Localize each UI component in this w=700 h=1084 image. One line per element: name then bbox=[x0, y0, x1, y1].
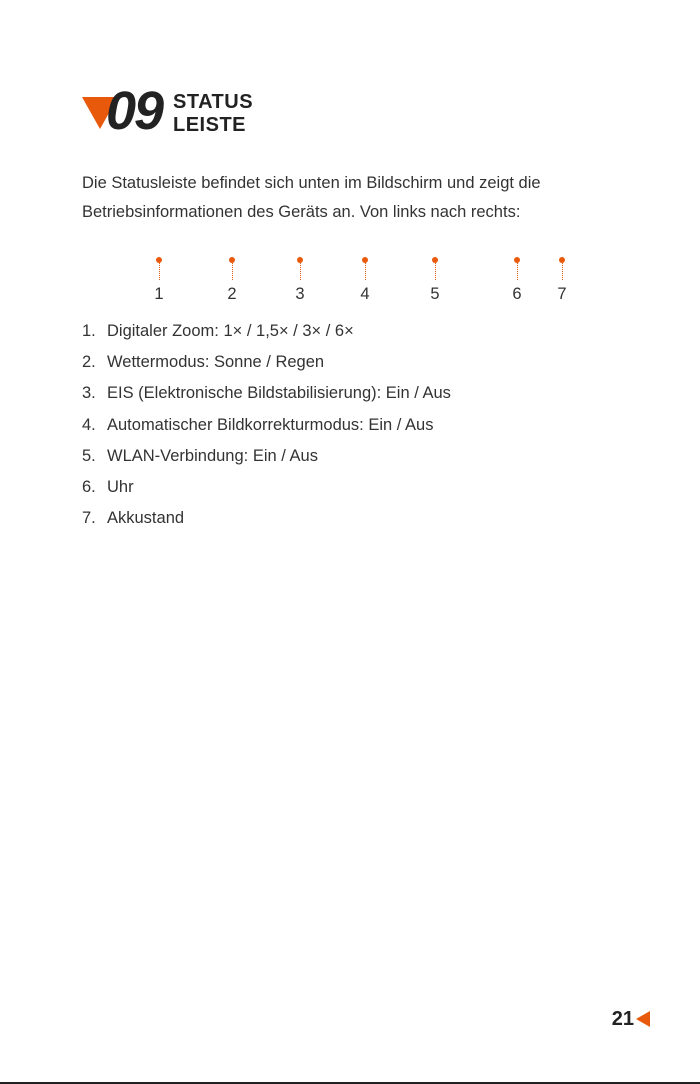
list-item bbox=[82, 318, 451, 349]
list-item bbox=[82, 505, 451, 536]
marker-leader-line bbox=[159, 263, 160, 280]
list-item bbox=[82, 349, 451, 380]
list-item-text: Wettermodus: Sonne / Regen bbox=[107, 353, 325, 372]
marker-2 bbox=[217, 254, 247, 304]
list-item-number: 3. bbox=[82, 384, 96, 403]
list-item-text: WLAN-Verbindung: Ein / Aus bbox=[107, 446, 318, 465]
section-title-line1: STATUS bbox=[173, 91, 254, 113]
marker-label: 3 bbox=[295, 285, 305, 303]
list-item-number: 1. bbox=[82, 322, 96, 340]
page-number: 21 bbox=[611, 1008, 634, 1030]
list-item bbox=[82, 412, 451, 443]
marker-leader-line bbox=[300, 263, 301, 280]
intro-paragraph: Die Statusleiste befindet sich unten im Bildschirm und zeigt die Betriebsinformationen des Geräts an. Von links nach rechts: bbox=[82, 174, 541, 221]
list-item-number: 6. bbox=[82, 477, 96, 496]
page-triangle-icon bbox=[636, 1011, 650, 1027]
status-bar-markers bbox=[0, 254, 700, 310]
marker-4 bbox=[350, 254, 380, 304]
list-item-number: 4. bbox=[82, 415, 96, 434]
status-items-list bbox=[82, 318, 451, 536]
marker-leader-line bbox=[562, 263, 563, 280]
marker-label: 6 bbox=[512, 285, 522, 303]
marker-label: 7 bbox=[557, 285, 567, 303]
list-item-text: EIS (Elektronische Bildstabilisierung): Ein / Aus bbox=[107, 384, 451, 403]
section-header bbox=[80, 81, 380, 146]
list-item bbox=[82, 380, 451, 411]
list-item bbox=[82, 474, 451, 505]
list-item-text: Automatischer Bildkorrekturmodus: Ein / Aus bbox=[107, 415, 434, 434]
section-number: 09 bbox=[106, 81, 163, 141]
list-item-number: 5. bbox=[82, 446, 96, 465]
marker-leader-line bbox=[232, 263, 233, 280]
marker-leader-line bbox=[517, 263, 518, 280]
list-item bbox=[82, 443, 451, 474]
marker-label: 1 bbox=[154, 285, 164, 303]
list-item-text: Digitaler Zoom: 1× / 1,5× / 3× / 6× bbox=[107, 322, 354, 340]
marker-7 bbox=[547, 254, 577, 304]
section-title bbox=[173, 91, 253, 137]
marker-1 bbox=[144, 254, 174, 304]
list-item-text: Akkustand bbox=[107, 509, 185, 528]
marker-leader-line bbox=[435, 263, 436, 280]
marker-6 bbox=[502, 254, 532, 304]
list-item-number: 7. bbox=[82, 509, 96, 528]
marker-3 bbox=[285, 254, 315, 304]
section-title-line2: LEISTE bbox=[173, 114, 247, 136]
marker-label: 4 bbox=[360, 285, 370, 303]
marker-leader-line bbox=[365, 263, 366, 280]
marker-label: 2 bbox=[227, 285, 237, 303]
marker-5 bbox=[420, 254, 450, 304]
list-item-number: 2. bbox=[82, 353, 96, 372]
list-item-text: Uhr bbox=[107, 477, 134, 496]
marker-label: 5 bbox=[430, 285, 440, 303]
